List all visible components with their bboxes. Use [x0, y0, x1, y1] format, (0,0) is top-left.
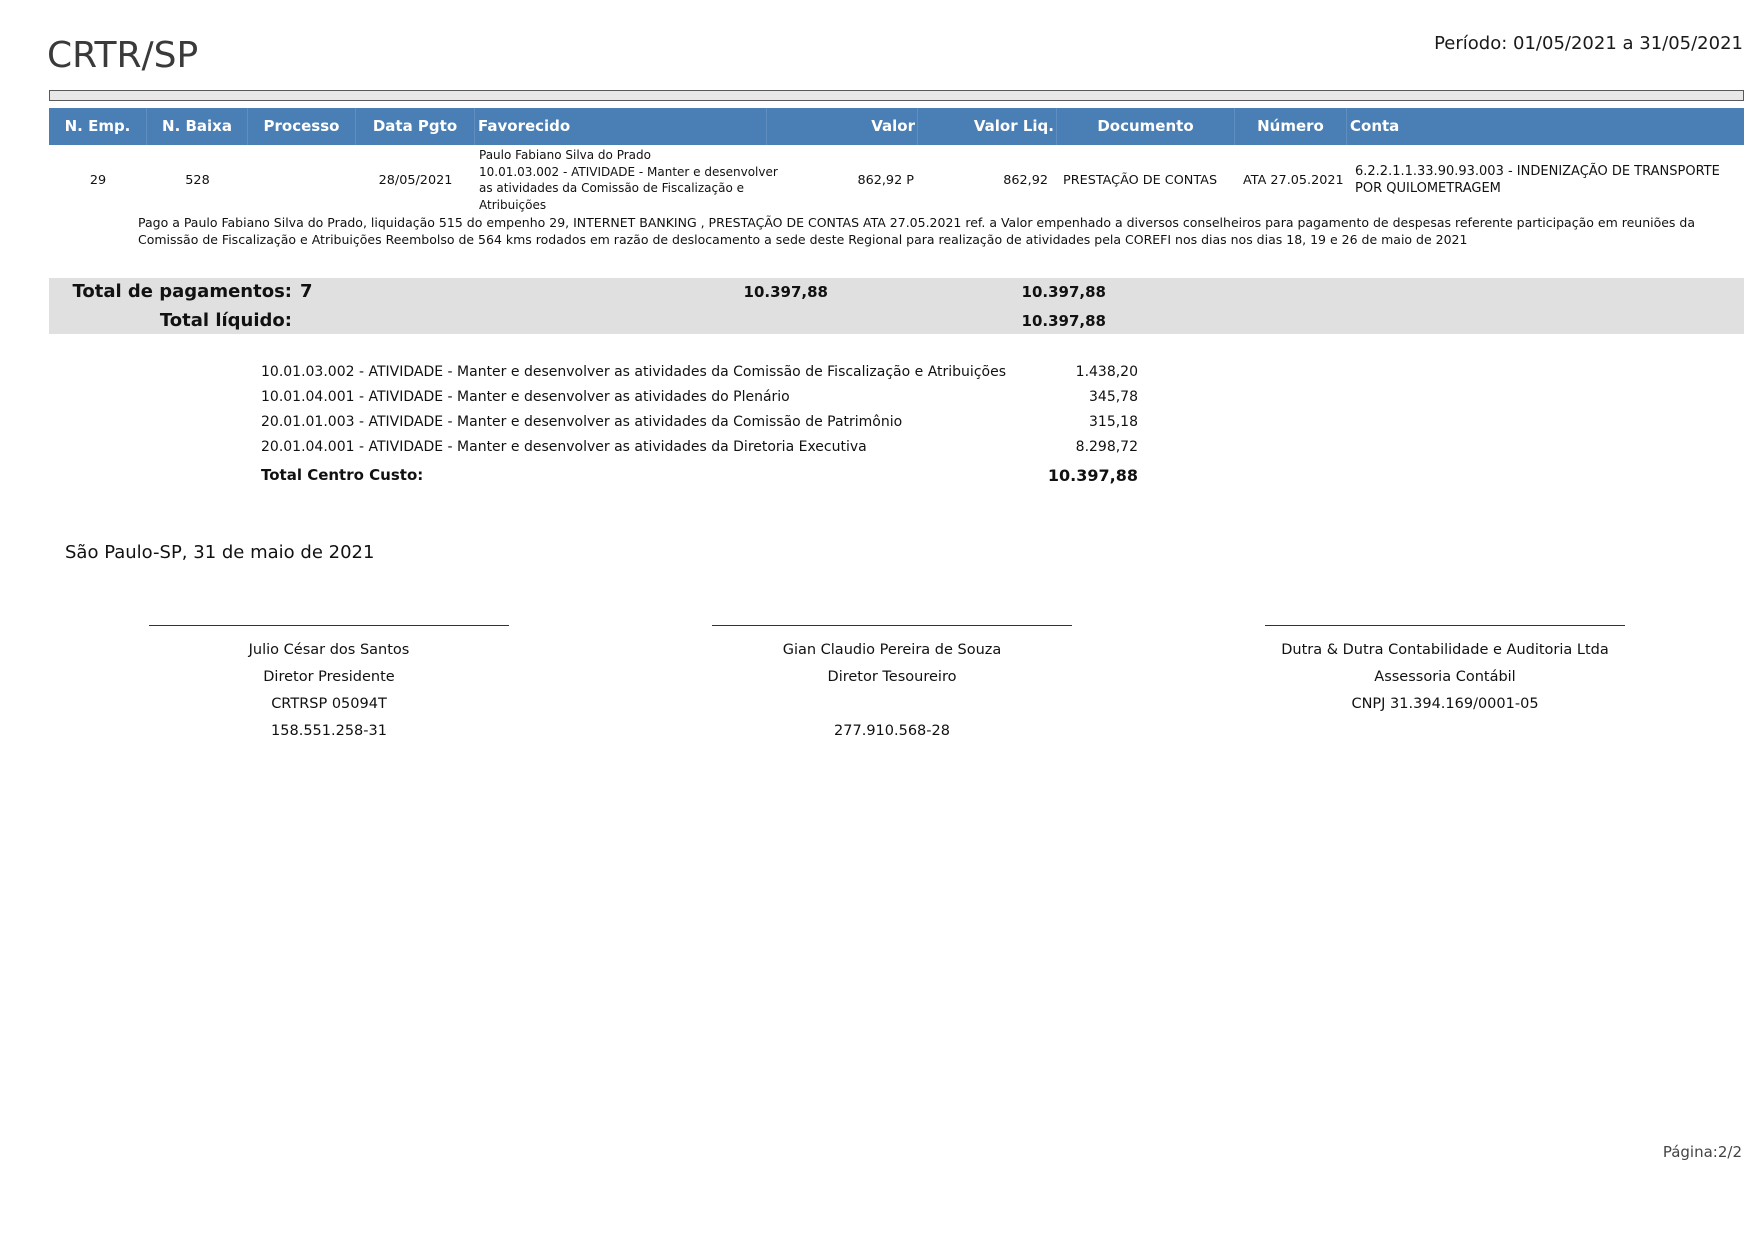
cost-center-label: 20.01.04.001 - ATIVIDADE - Manter e desenvolver as atividades da Diretoria Executiva	[261, 439, 867, 455]
place-and-date: São Paulo-SP, 31 de maio de 2021	[65, 542, 375, 563]
list-item	[261, 360, 1138, 385]
signature-id: CNPJ 31.394.169/0001-05	[1351, 696, 1539, 712]
favorecido-atividade: 10.01.03.002 - ATIVIDADE - Manter e desenvolver as atividades da Comissão de Fiscalização e Atribuições	[479, 164, 778, 212]
favorecido-name: Paulo Fabiano Silva do Prado	[479, 148, 651, 162]
signature-role: Assessoria Contábil	[1374, 669, 1516, 685]
cost-center-total-row	[261, 463, 1138, 488]
table-header	[49, 108, 1744, 145]
cost-center-total-label: Total Centro Custo:	[261, 466, 424, 484]
cost-center-value: 8.298,72	[1075, 439, 1138, 455]
total-pagamentos-label: Total de pagamentos:	[72, 281, 292, 302]
total-valor: 10.397,88	[743, 283, 828, 301]
column-header-valor-liq: Valor Liq.	[918, 108, 1057, 145]
signature-block-president	[79, 625, 579, 745]
signature-doc: 158.551.258-31	[271, 723, 387, 739]
column-header-data-pgto: Data Pgto	[356, 108, 475, 145]
total-valor-liq: 10.397,88	[1021, 283, 1106, 301]
column-header-n-baixa: N. Baixa	[147, 108, 248, 145]
signature-block-accounting	[1195, 625, 1695, 718]
cell-valor: 862,92 P	[857, 172, 914, 188]
column-header-processo: Processo	[248, 108, 356, 145]
cell-n-emp: 29	[89, 172, 107, 188]
signature-name: Julio César dos Santos	[248, 642, 410, 658]
signature-role: Diretor Tesoureiro	[827, 669, 957, 685]
cell-data-pgto: 28/05/2021	[378, 172, 453, 188]
report-title: CRTR/SP	[47, 35, 199, 76]
page-number: Página:2/2	[1662, 1143, 1742, 1161]
column-header-favorecido: Favorecido	[475, 108, 767, 145]
column-header-n-emp: N. Emp.	[49, 108, 147, 145]
column-header-conta: Conta	[1350, 117, 1400, 135]
cost-center-total-value: 10.397,88	[1047, 466, 1138, 485]
cost-center-value: 1.438,20	[1075, 364, 1138, 380]
signature-id	[642, 691, 1142, 718]
total-pagamentos-count: 7	[300, 281, 313, 302]
signature-role: Diretor Presidente	[263, 669, 395, 685]
list-item	[261, 385, 1138, 410]
signature-id: CRTRSP 05094T	[271, 696, 387, 712]
cell-n-baixa: 528	[185, 172, 210, 188]
column-header-documento: Documento	[1057, 108, 1235, 145]
totals-block	[49, 278, 1744, 334]
signature-doc: 277.910.568-28	[834, 723, 950, 739]
payment-description: Pago a Paulo Fabiano Silva do Prado, liquidação 515 do empenho 29, INTERNET BANKING , PRESTAÇÃO DE CONTAS ATA 27.05.2021 ref. a Valor empenhado a diversos conselheiros para pagamento de despesas referente participação em reuniões da Comissão de Fiscalização e Atribuições Reembolso de 564 kms rodados em razão de deslocamento a sede deste Regional para realização de atividades pela COREFI nos dias nos dias 18, 19 e 26 de maio de 2021	[138, 215, 1696, 247]
cell-conta	[1347, 146, 1744, 214]
signature-block-treasurer	[642, 625, 1142, 745]
signature-line	[1265, 625, 1625, 626]
cost-center-list	[261, 360, 1138, 488]
signature-name: Gian Claudio Pereira de Souza	[782, 642, 1002, 658]
header-divider-bar	[49, 90, 1744, 101]
cost-center-value: 315,18	[1089, 414, 1138, 430]
total-liquido-label: Total líquido:	[159, 310, 292, 331]
list-item	[261, 410, 1138, 435]
cell-valor-liq: 862,92	[1003, 172, 1048, 188]
column-header-valor: Valor	[767, 108, 918, 145]
cost-center-label: 20.01.01.003 - ATIVIDADE - Manter e desenvolver as atividades da Comissão de Patrimônio	[261, 414, 903, 430]
cell-documento: PRESTAÇÃO DE CONTAS	[1063, 172, 1218, 188]
favorecido-block	[479, 146, 787, 213]
table-row	[49, 146, 1744, 214]
cell-processo	[248, 146, 356, 214]
cell-numero: ATA 27.05.2021	[1243, 172, 1344, 188]
signature-line	[149, 625, 509, 626]
column-header-numero: Número	[1235, 108, 1347, 145]
conta-text: 6.2.2.1.1.33.90.93.003 - INDENIZAÇÃO DE TRANSPORTE POR QUILOMETRAGEM	[1355, 164, 1720, 196]
cost-center-label: 10.01.04.001 - ATIVIDADE - Manter e desenvolver as atividades do Plenário	[261, 389, 790, 405]
total-liquido-value: 10.397,88	[1021, 312, 1106, 330]
signature-name: Dutra & Dutra Contabilidade e Auditoria Ltda	[1281, 642, 1609, 658]
cost-center-value: 345,78	[1089, 389, 1138, 405]
cell-favorecido	[475, 146, 778, 214]
report-period: Período: 01/05/2021 a 31/05/2021	[1434, 33, 1743, 54]
signature-line	[712, 625, 1072, 626]
list-item	[261, 435, 1138, 460]
cost-center-label: 10.01.03.002 - ATIVIDADE - Manter e desenvolver as atividades da Comissão de Fiscalização e Atribuições	[261, 364, 1006, 380]
